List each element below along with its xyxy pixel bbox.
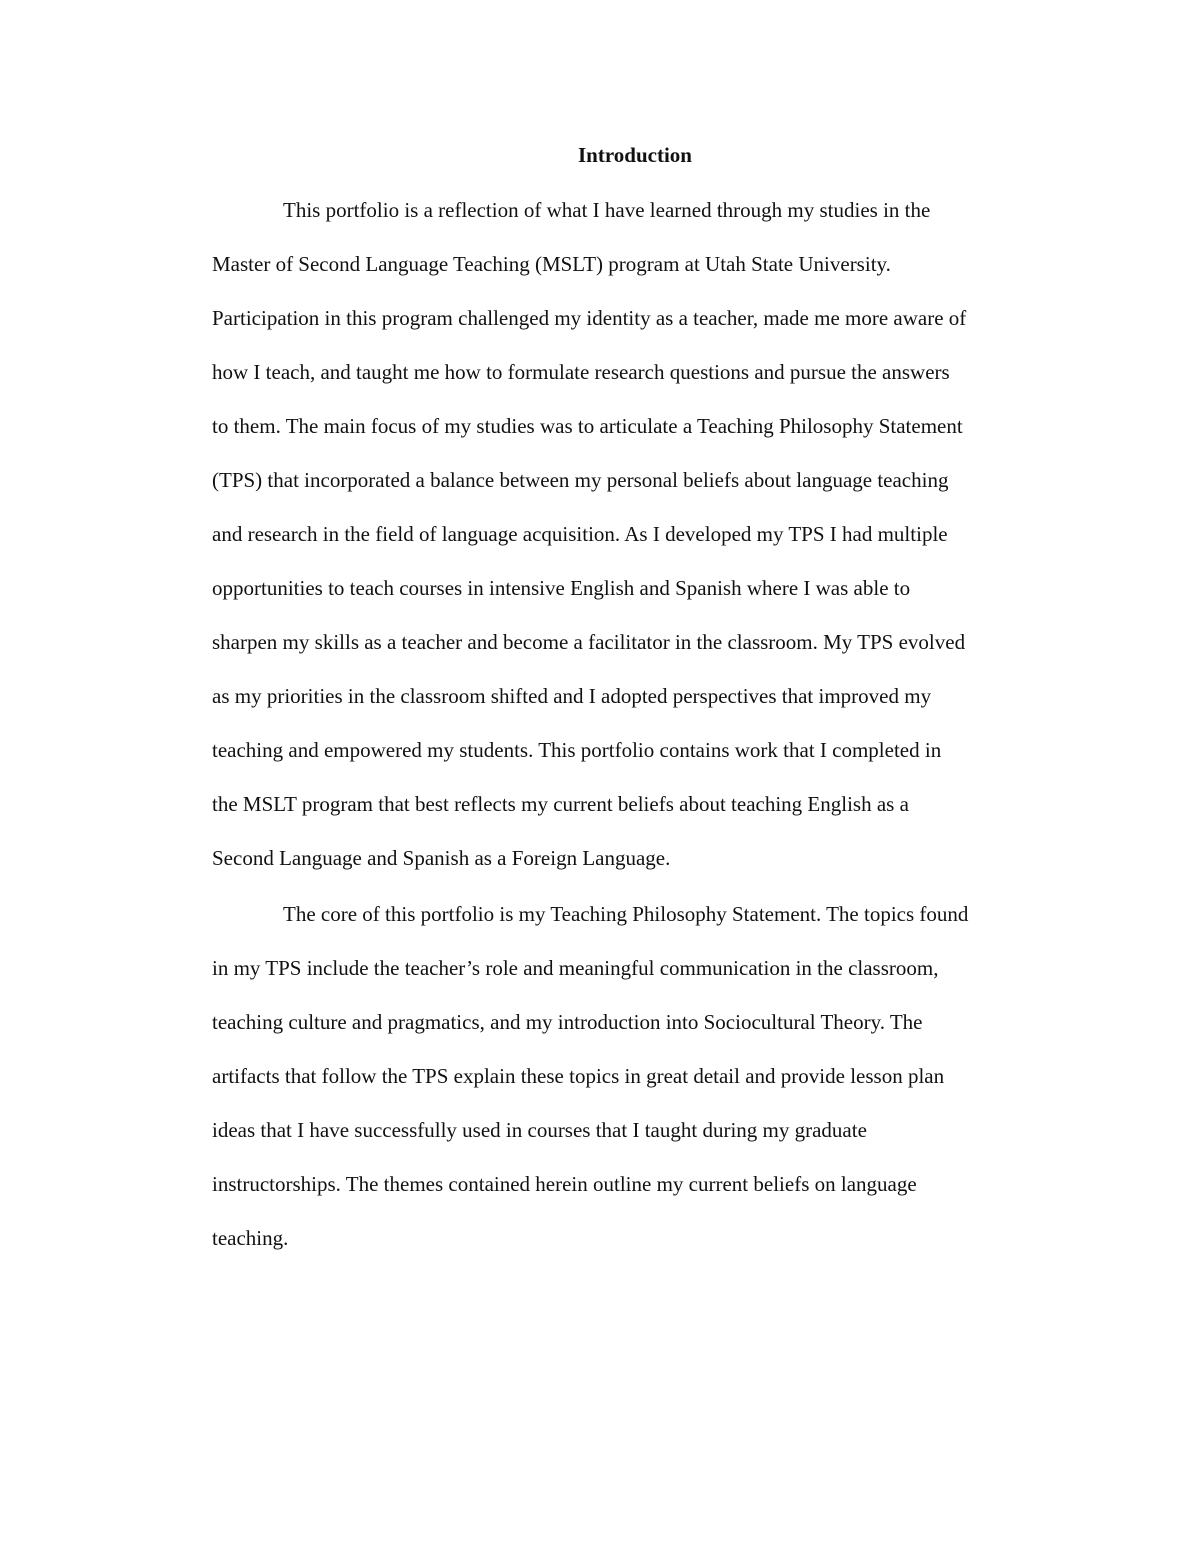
paragraph-1-line-7: and research in the field of language acquisition. As I developed my TPS I had multiple	[212, 522, 948, 546]
paragraph-1-line-1: This portfolio is a reflection of what I have learned through my studies in the	[283, 198, 931, 222]
paragraph-1-line-13: Second Language and Spanish as a Foreign Language.	[212, 846, 671, 870]
page-title: Introduction	[578, 143, 692, 167]
paragraph-2-line-5: ideas that I have successfully used in courses that I taught during my graduate	[212, 1118, 867, 1142]
paragraph-1-line-12: the MSLT program that best reflects my current beliefs about teaching English as a	[212, 792, 909, 816]
paragraph-1-line-8: opportunities to teach courses in intensive English and Spanish where I was able to	[212, 576, 911, 600]
paragraph-2-line-1: The core of this portfolio is my Teaching Philosophy Statement. The topics found	[283, 902, 969, 926]
paragraph-2-line-3: teaching culture and pragmatics, and my introduction into Sociocultural Theory. The	[212, 1010, 923, 1034]
paragraph-1-line-3: Participation in this program challenged my identity as a teacher, made me more aware of	[212, 306, 967, 330]
paragraph-1-line-6: (TPS) that incorporated a balance between my personal beliefs about language teaching	[212, 468, 949, 492]
paragraph-1-line-11: teaching and empowered my students. This portfolio contains work that I completed in	[212, 738, 942, 762]
paragraph-1-line-5: to them. The main focus of my studies was to articulate a Teaching Philosophy Statement	[212, 414, 963, 438]
paragraph-2-line-2: in my TPS include the teacher’s role and meaningful communication in the classroom,	[212, 956, 939, 980]
paragraph-2-line-4: artifacts that follow the TPS explain these topics in great detail and provide lesson plan	[212, 1064, 945, 1088]
paragraph-2-line-7: teaching.	[212, 1226, 289, 1250]
paragraph-1-line-4: how I teach, and taught me how to formulate research questions and pursue the answers	[212, 360, 950, 384]
paragraph-1-line-2: Master of Second Language Teaching (MSLT) program at Utah State University.	[212, 252, 891, 276]
paragraph-1-line-10: as my priorities in the classroom shifted and I adopted perspectives that improved my	[212, 684, 932, 708]
paragraph-1-line-9: sharpen my skills as a teacher and become a facilitator in the classroom. My TPS evolved	[212, 630, 966, 654]
paragraph-2-line-6: instructorships. The themes contained herein outline my current beliefs on language	[212, 1172, 917, 1196]
